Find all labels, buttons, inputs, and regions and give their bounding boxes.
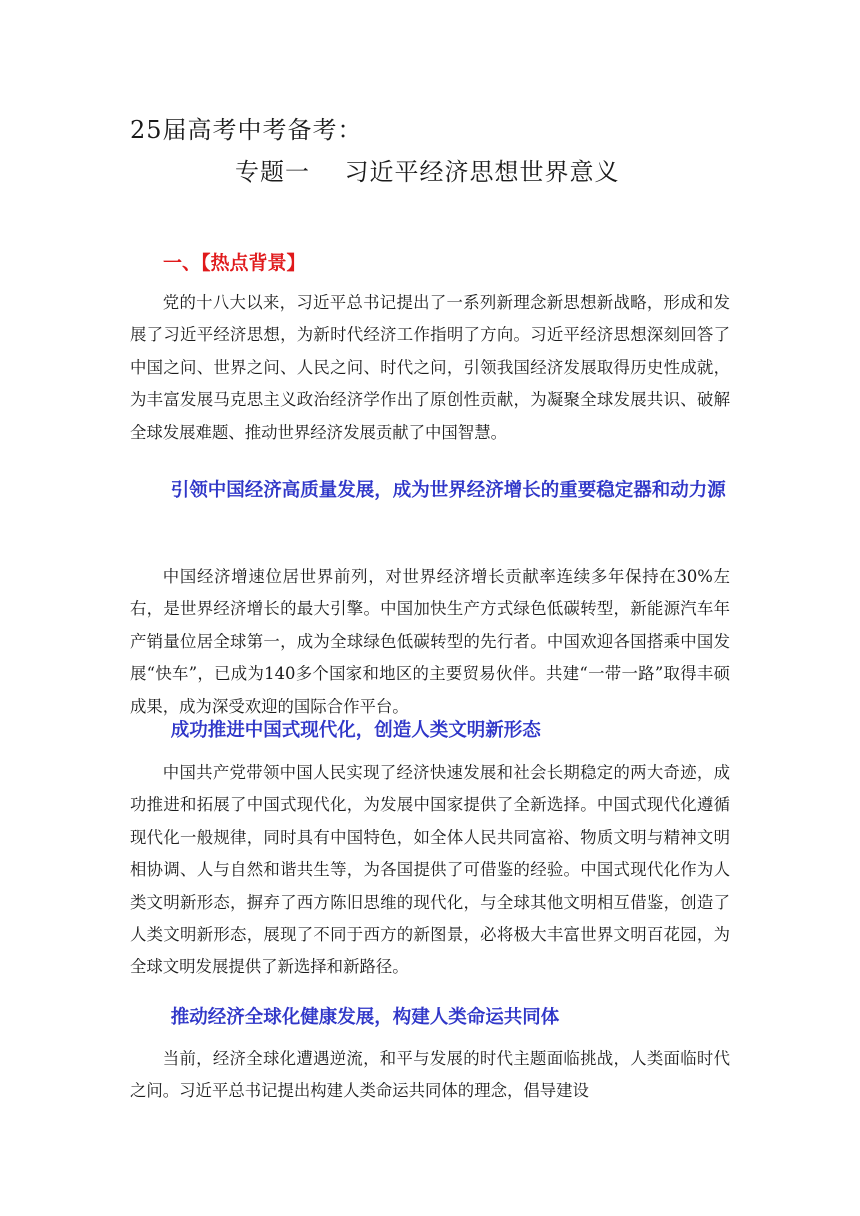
section-heading-hot-background: 一、【热点背景】 <box>163 252 306 274</box>
subheading-1: 引领中国经济高质量发展，成为世界经济增长的重要稳定器和动力源 <box>170 480 726 501</box>
paragraph-background: 党的十八大以来，习近平总书记提出了一系列新理念新思想新战略，形成和发展了习近平经济思想，为新时代经济工作指明了方向。习近平经济思想深刻回答了中国之问、世界之问、人民之问、时代之问，引领我国经济发展取得历史性成就，为丰富发展马克思主义政治经济学作出了原创性贡献，为凝聚全球发展共识、破解全球发展难题、推动世界经济发展贡献了中国智慧。 <box>130 293 730 442</box>
doc-title-line2: 专题一 习近平经济思想世界意义 <box>235 158 620 186</box>
doc-title-line1: 25届高考中考备考： <box>130 116 363 144</box>
paragraph-1: 中国经济增速位居世界前列，对世界经济增长贡献率连续多年保持在30%左右，是世界经济增长的最大引擎。中国加快生产方式绿色低碳转型，新能源汽车年产销量位居全球第一，成为全球绿色低碳转型的先行者。中国欢迎各国搭乘中国发展“快车”，已成为140多个国家和地区的主要贸易伙伴。共建“一带一路”取得丰硕成果，成为深受欢迎的国际合作平台。 <box>130 567 730 716</box>
subheading-3: 推动经济全球化健康发展，构建人类命运共同体 <box>170 1007 560 1028</box>
paragraph-3: 当前，经济全球化遭遇逆流，和平与发展的时代主题面临挑战，人类面临时代之问。习近平总书记提出构建人类命运共同体的理念，倡导建设 <box>130 1049 730 1101</box>
subheading-2: 成功推进中国式现代化，创造人类文明新形态 <box>170 720 541 741</box>
paragraph-2: 中国共产党带领中国人民实现了经济快速发展和社会长期稳定的两大奇迹，成功推进和拓展了中国式现代化，为发展中国家提供了全新选择。中国式现代化遵循现代化一般规律，同时具有中国特色，如全体人民共同富裕、物质文明与精神文明相协调、人与自然和谐共生等，为各国提供了可借鉴的经验。中国式现代化作为人类文明新形态，摒弃了西方陈旧思维的现代化，与全球其他文明相互借鉴，创造了人类文明新形态，展现了不同于西方的新图景，必将极大丰富世界文明百花园，为全球文明发展提供了新选择和新路径。 <box>130 763 730 977</box>
